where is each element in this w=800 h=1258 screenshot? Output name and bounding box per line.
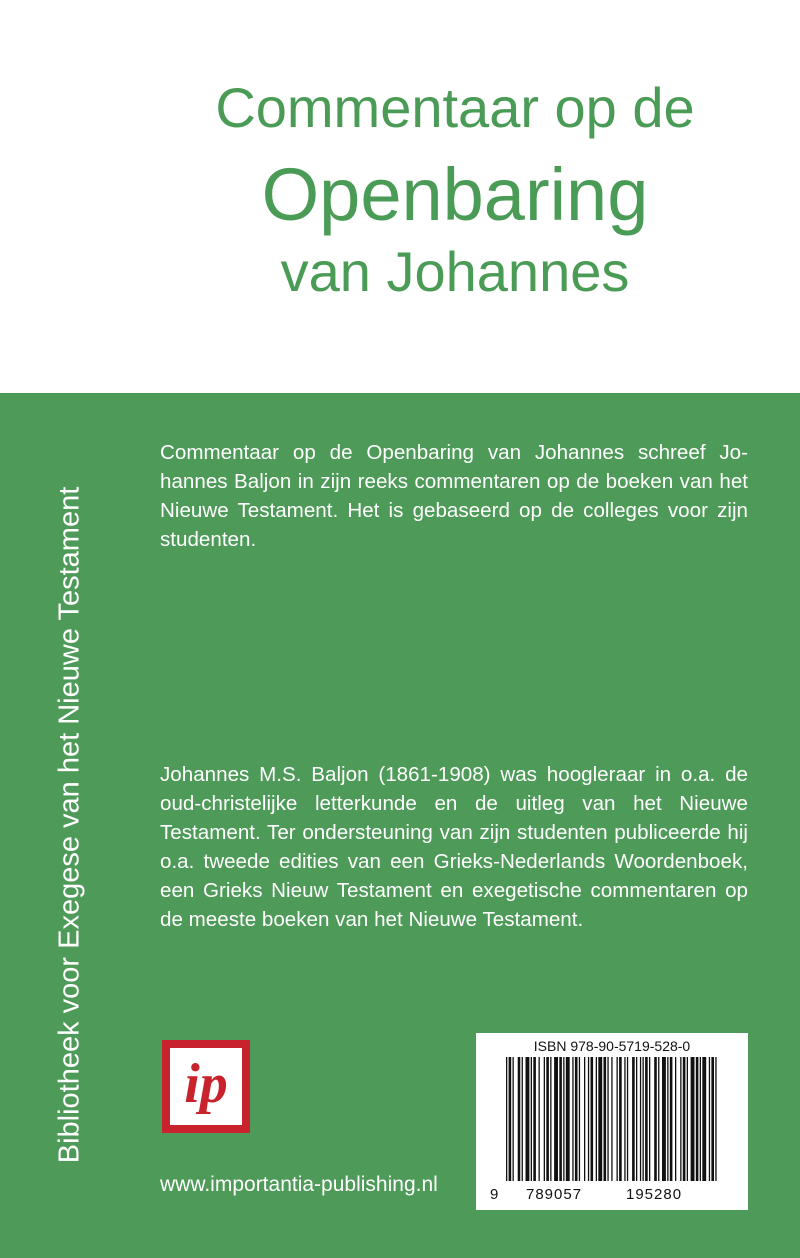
publisher-website: www.importantia-publishing.nl bbox=[160, 1173, 438, 1196]
barcode-bar bbox=[624, 1057, 625, 1181]
title-line-2: Openbaring bbox=[261, 153, 649, 236]
barcode-bar bbox=[617, 1057, 618, 1181]
series-title: Bibliotheek voor Exegese van het Nieuwe Testament bbox=[53, 486, 86, 1164]
barcode-bar bbox=[709, 1057, 710, 1181]
barcode-bar bbox=[640, 1057, 641, 1181]
barcode-bar bbox=[579, 1057, 580, 1181]
barcode-bar bbox=[596, 1057, 597, 1181]
barcode-bar bbox=[531, 1057, 532, 1181]
barcode-first-digit: 9 bbox=[490, 1186, 500, 1203]
barcode-bar bbox=[658, 1057, 659, 1181]
barcode-bar bbox=[539, 1057, 540, 1181]
barcode-bar bbox=[572, 1057, 573, 1181]
barcode-bar bbox=[509, 1057, 512, 1181]
barcode-bar bbox=[711, 1057, 714, 1181]
barcode-bar bbox=[636, 1057, 637, 1181]
barcode-bar bbox=[513, 1057, 514, 1181]
barcode-bar bbox=[715, 1057, 716, 1181]
barcode-bar bbox=[627, 1057, 628, 1181]
ip-logo-icon: ip bbox=[162, 1040, 250, 1133]
barcode-bar bbox=[588, 1057, 589, 1181]
isbn-barcode bbox=[476, 1033, 748, 1210]
barcode-bar bbox=[563, 1057, 564, 1181]
barcode-bar bbox=[544, 1057, 545, 1181]
barcode-bar bbox=[654, 1057, 657, 1181]
barcode-bar bbox=[604, 1057, 607, 1181]
book-description: Commentaar op de Openbaring van Johannes schreef Johannes Baljon in zijn reeks commentaren op de boeken van het Nieuwe Testament. Het is gebaseerd op de colleges voor zijn studenten. bbox=[160, 441, 748, 551]
barcode-bar bbox=[632, 1057, 635, 1181]
barcode-bar bbox=[550, 1057, 551, 1181]
barcode-bar bbox=[687, 1057, 688, 1181]
spine-series bbox=[0, 393, 140, 1258]
cover-top bbox=[0, 0, 800, 393]
barcode-right-group: 195280 bbox=[626, 1186, 683, 1203]
barcode-bar bbox=[566, 1057, 570, 1181]
barcode-bar bbox=[526, 1057, 530, 1181]
barcode-bar bbox=[643, 1057, 644, 1181]
barcode-bar bbox=[691, 1057, 695, 1181]
barcode-bar bbox=[680, 1057, 681, 1181]
title-line-1: Commentaar op de bbox=[215, 76, 695, 139]
barcode-bar bbox=[667, 1057, 668, 1181]
barcode-left-group: 789057 bbox=[526, 1186, 583, 1203]
barcode-bar bbox=[700, 1057, 701, 1181]
barcode-bar bbox=[559, 1057, 562, 1181]
barcode-bar bbox=[696, 1057, 699, 1181]
barcode-bar bbox=[702, 1057, 706, 1181]
barcode-bar bbox=[518, 1057, 521, 1181]
barcode-bar bbox=[584, 1057, 585, 1181]
barcode-bar bbox=[675, 1057, 676, 1181]
barcode-bar bbox=[575, 1057, 578, 1181]
title-line-3: van Johannes bbox=[280, 240, 630, 303]
barcode-bar bbox=[546, 1057, 549, 1181]
isbn-number: ISBN 978-90-5719-528-0 bbox=[533, 1038, 691, 1054]
barcode-bar bbox=[649, 1057, 650, 1181]
barcode-bars bbox=[506, 1057, 718, 1189]
barcode-bar bbox=[611, 1057, 612, 1181]
barcode-bar bbox=[645, 1057, 648, 1181]
barcode-bar bbox=[533, 1057, 536, 1181]
barcode-bar bbox=[607, 1057, 608, 1181]
barcode-bar bbox=[506, 1057, 507, 1181]
barcode-bar bbox=[619, 1057, 622, 1181]
barcode-bar bbox=[670, 1057, 673, 1181]
barcode-bar bbox=[591, 1057, 594, 1181]
author-bio: Johannes M.S. Baljon (1861-1908) was hoogleraar in o.a. de oud-christelijke letterkunde en de uitleg van het Nieuwe Testament. Ter ondersteuning van zijn studenten publiceerde hij o.a. tweede edities van een Grieks-Nederlands Woordenboek, een Grieks Nieuw Testament en exegetische commentaren op de meeste boeken van het Nieuwe Testament. bbox=[160, 763, 748, 931]
barcode-bar bbox=[598, 1057, 602, 1181]
barcode-bar bbox=[522, 1057, 523, 1181]
barcode-bar bbox=[554, 1057, 558, 1181]
barcode-bar bbox=[662, 1057, 666, 1181]
barcode-bar bbox=[683, 1057, 686, 1181]
